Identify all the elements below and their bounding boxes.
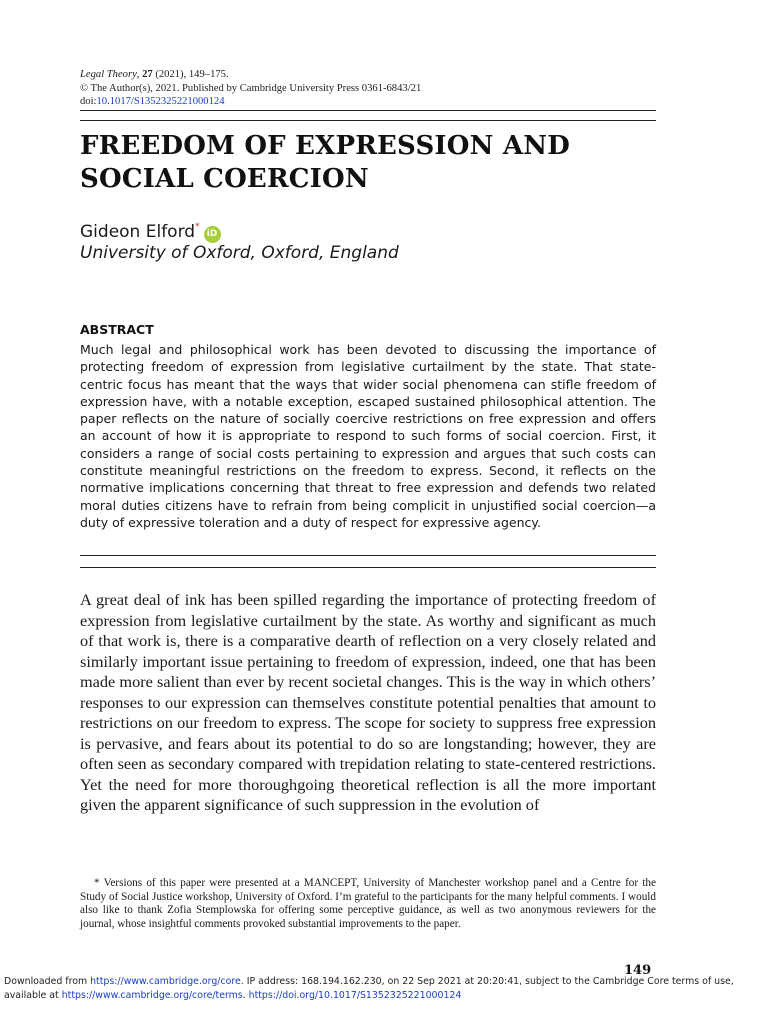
doi-prefix: doi: — [80, 96, 97, 107]
header-rule-top — [80, 110, 656, 111]
doi-link[interactable]: 10.1017/S1352325221000124 — [96, 96, 225, 107]
terms-link[interactable]: https://www.cambridge.org/core/terms — [61, 990, 243, 1001]
header-rule-bottom — [80, 120, 656, 121]
abstract-rule-bottom — [80, 567, 656, 568]
download-separator: . — [242, 990, 249, 1001]
copyright-line: © The Author(s), 2021. Published by Cambridge University Press 0361-6843/21 — [80, 82, 422, 94]
orcid-icon[interactable]: iD — [204, 226, 221, 243]
journal-volume: 27 — [142, 69, 153, 80]
journal-name: Legal Theory — [80, 69, 137, 80]
page-number: 149 — [624, 963, 652, 978]
download-prefix: Downloaded from — [4, 976, 91, 987]
download-middle: . IP address: 168.194.162.230, on 22 Sep 2021 at 20:20:41, subject to the Cambridge Core terms of use, available at — [4, 976, 734, 1001]
cambridge-core-link[interactable]: https://www.cambridge.org/core — [90, 976, 241, 987]
doi-line — [80, 95, 421, 109]
footnote: * Versions of this paper were presented at a MANCEPT, University of Manchester workshop panel and a Centre for the Study of Social Justice workshop, University of Oxford. I’m grateful to the participants for the many helpful comments. I would also like to thank Zofia Stemplowska for offering some perceptive guidance, as well as two anonymous reviewers for the journal, whose insightful comments provoked substantial improvements to the paper. — [80, 877, 656, 930]
citation-line: Legal Theory, 27 (2021), 149–175. — [80, 69, 229, 80]
author-footnote-mark[interactable]: * — [195, 222, 200, 232]
body-paragraph: A great deal of ink has been spilled regarding the importance of protecting freedom of expression from legislative curtailment by the state. As worthy and significant as much of that work is, there is a comparative dearth of reflection on a very closely related and similarly important issue pertaining to freedom of expression, indeed, one that has been made more salient than ever by recent societal changes. This is the way in which others’ responses to our expression can themselves constitute potential penalties that amount to restrictions on our freedom to express. The scope for society to suppress free expression is pervasive, and fears about its potential to do so are longstanding; however, they are often seen as secondary compared with trepidation relating to state-centered restrictions. Yet the need for more thoroughgoing theoretical reflection is all the more important given the apparent significance of such suppression in the evolution of — [80, 590, 656, 815]
article-title: FREEDOM OF EXPRESSION AND SOCIAL COERCION — [80, 131, 570, 194]
abstract-text: Much legal and philosophical work has been devoted to discussing the importance of protecting freedom of expression from legislative curtailment by the state. That state-centric focus has meant that the ways that wider social phenomena can stifle freedom of expression have, with a notable exception, escaped sustained philosophical attention. The paper reflects on the nature of socially coercive restrictions on free expression and offers an account of how it is appropriate to respond to such forms of social coercion. First, it considers a range of social costs pertaining to expression and argues that such costs can constitute meaningful restrictions on the freedom to express. Second, it reflects on the normative implications concerning that threat to free expression and defends two related moral duties citizens have to refrain from being complicit in unjustified social coercion—a duty of expressive toleration and a duty of respect for expressive agency. — [80, 342, 656, 530]
author-name: Gideon Elford — [80, 222, 196, 242]
issue-pages: (2021), 149–175. — [152, 69, 229, 80]
abstract-heading: ABSTRACT — [80, 322, 154, 337]
author-line — [80, 216, 221, 243]
author-affiliation: University of Oxford, Oxford, England — [80, 243, 399, 263]
article-doi-link[interactable]: https://doi.org/10.1017/S1352325221000124 — [248, 990, 462, 1001]
download-notice — [4, 975, 766, 1003]
abstract-rule-top — [80, 555, 656, 556]
journal-masthead — [80, 68, 421, 109]
